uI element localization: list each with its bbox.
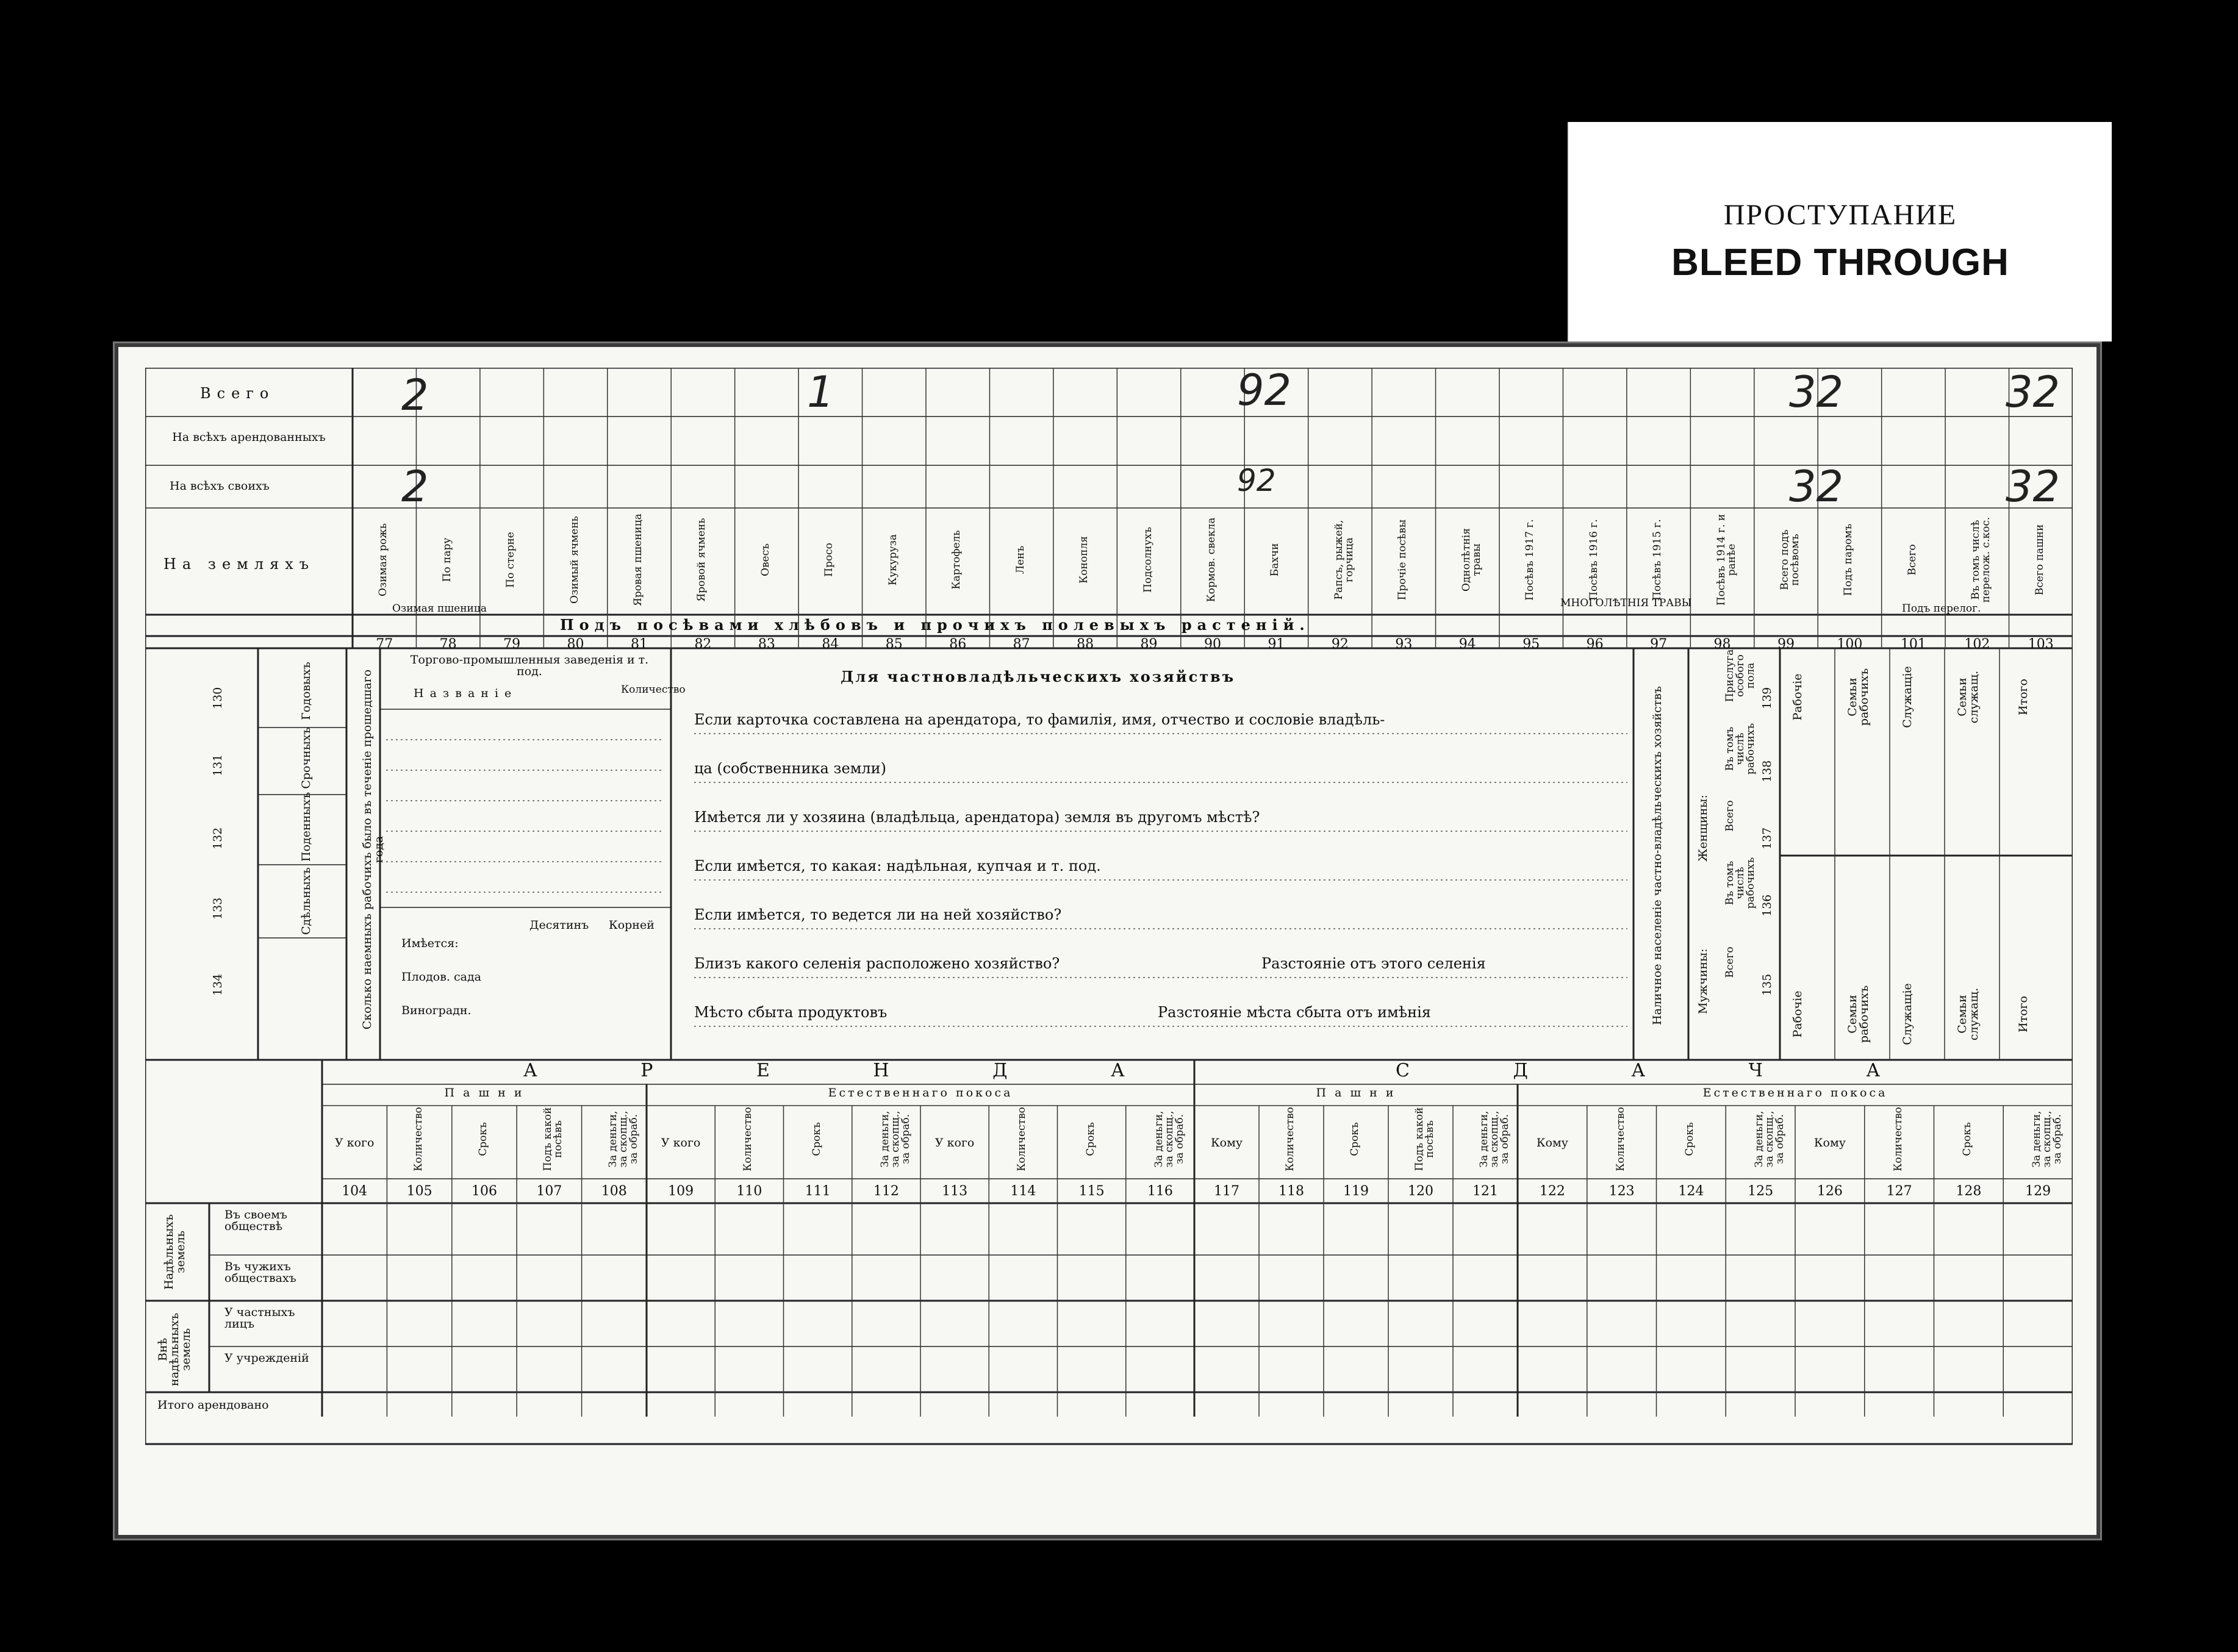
pop-num: 139	[1760, 687, 1774, 709]
trade-name-header: Названіе	[414, 687, 518, 700]
private-q4: Если имѣется, то ведется ли на ней хозяйство?	[694, 906, 1062, 923]
lease-col-number: 117	[1214, 1184, 1239, 1199]
crop-col-number: 83	[758, 637, 775, 652]
korney-header: Корней	[609, 918, 655, 932]
lease-col-header: За деньги, за скопщ., за обраб.	[2031, 1110, 2064, 1168]
lease-col-number: 122	[1539, 1184, 1565, 1199]
crop-col-number: 99	[1777, 637, 1795, 652]
row-na-zemlyah: На земляхъ	[163, 556, 315, 573]
crop-col-header: Подсолнухъ	[1141, 527, 1154, 593]
lease-group-header: П а ш н и	[1316, 1086, 1396, 1100]
lease-col-number: 119	[1343, 1184, 1369, 1199]
crop-col-header: Всего пашни	[2033, 524, 2046, 596]
lease-col-header: У кого	[661, 1136, 701, 1150]
lease-col-header: За деньги, за скопщ., за обраб.	[606, 1110, 640, 1168]
worker-num: 130	[211, 687, 224, 709]
pop-right-col-bottom: Семьи рабочихъ	[1846, 985, 1871, 1043]
pop-right-col-top: Итого	[2017, 679, 2030, 715]
crop-col-header: Въ томъ числѣ перелож. с.кос.	[1970, 517, 1993, 603]
lease-col-header: Количество	[742, 1107, 755, 1171]
population-title: Наличное населеніе частно-владѣльческихъ хозяйствъ	[1651, 686, 1664, 1025]
crop-col-number: 78	[439, 637, 457, 652]
pop-right-col-bottom: Рабочіе	[1791, 990, 1804, 1038]
crop-col-header: Яровая пшеница	[632, 513, 644, 606]
crop-col-header: Конопля	[1078, 536, 1091, 584]
crop-col-header: По пару	[440, 537, 453, 582]
crop-col-header: Яровой ячмень	[695, 518, 708, 602]
lease-col-header: Кому	[1813, 1136, 1846, 1150]
lease-col-number: 124	[1678, 1184, 1704, 1199]
hw-svoih-3: 32	[1789, 462, 1844, 512]
lease-col-header: Количество	[1016, 1107, 1028, 1171]
vineyard-label: Виноградн.	[401, 1004, 472, 1017]
row-svoem-obshchestve: Въ своемъ обществѣ	[224, 1208, 287, 1233]
private-q6: Мѣсто сбыта продуктовъ	[694, 1004, 888, 1021]
bleed-through-label-card	[1568, 122, 2112, 341]
crop-col-number: 95	[1522, 637, 1540, 652]
lease-group-header: Естественнаго покоса	[1702, 1086, 1888, 1100]
pop-cell: Всего	[1724, 800, 1736, 832]
lease-col-header: Срокъ	[1684, 1122, 1696, 1156]
crop-col-number: 88	[1077, 637, 1094, 652]
pop-right-col-top: Семьи служащ.	[1956, 670, 1981, 724]
lease-col-header: За деньги, за скопщ., за обраб.	[878, 1110, 912, 1168]
crop-col-header: Просо	[823, 543, 836, 577]
row-vsego: Всего	[200, 385, 275, 402]
census-form-sheet	[113, 341, 2102, 1540]
private-q6b: Разстояніе мѣста сбыта отъ имѣнія	[1158, 1004, 1431, 1021]
lease-col-header: Подъ какой посѣвъ	[542, 1107, 565, 1171]
has-label: Имѣется:	[401, 937, 459, 950]
crop-col-header: Картофель	[950, 530, 963, 590]
crop-col-number: 81	[630, 637, 648, 652]
crop-col-header: Ленъ	[1014, 545, 1027, 574]
crop-col-number: 103	[2028, 637, 2054, 652]
lease-col-number: 114	[1010, 1184, 1036, 1199]
lease-col-header: Количество	[412, 1107, 425, 1171]
crop-col-number: 97	[1650, 637, 1668, 652]
lease-col-number: 105	[406, 1184, 432, 1199]
lease-col-number: 112	[873, 1184, 899, 1199]
worker-type: Годовыхъ	[299, 662, 313, 720]
trade-title: Торгово-промышленныя заведенія и т. под.	[410, 653, 649, 678]
nadel-label: Надѣльныхъ земель	[162, 1214, 187, 1290]
lease-col-number: 108	[601, 1184, 627, 1199]
private-q5: Близъ какого селенія расположено хозяйство?	[694, 955, 1060, 972]
crop-col-header: Рапсъ, рыжей, горчица	[1332, 520, 1355, 600]
worker-num: 134	[211, 973, 224, 996]
pop-right-col-top: Рабочіе	[1791, 673, 1804, 721]
crop-col-number: 82	[694, 637, 712, 652]
crop-col-number: 100	[1837, 637, 1863, 652]
crop-col-number: 98	[1713, 637, 1731, 652]
trade-qty-header: Количество	[621, 684, 686, 696]
crop-col-header: Овесъ	[759, 543, 772, 576]
worker-type: Срочныхъ	[299, 727, 313, 789]
lease-col-number: 107	[536, 1184, 562, 1199]
private-title: Для частновладѣльческихъ хозяйствъ	[841, 668, 1236, 685]
crop-col-number: 80	[567, 637, 584, 652]
lease-col-header: За деньги, за скопщ., за обраб.	[1753, 1110, 1787, 1168]
lease-col-number: 129	[2025, 1184, 2051, 1199]
row-arendovannyh: На всѣхъ арендованныхъ	[172, 431, 326, 444]
crop-col-number: 102	[1964, 637, 1990, 652]
crop-col-header: Озимая рожь	[377, 523, 390, 597]
private-q1: Если карточка составлена на арендатора, то фамилія, имя, отчество и сословіе владѣль-	[694, 711, 1385, 728]
sub-ozimaya-pshenitsa: Озимая пшеница	[392, 603, 487, 615]
sub-mnogoletnie-travy: МНОГОЛѢТНІЯ ТРАВЫ	[1560, 597, 1692, 609]
crop-col-header: Посѣвъ 1915 г.	[1651, 519, 1664, 601]
lease-col-number: 127	[1886, 1184, 1912, 1199]
worker-type: Сдѣльныхъ	[299, 867, 313, 935]
crop-col-number: 77	[376, 637, 393, 652]
lease-col-number: 116	[1147, 1184, 1173, 1199]
crop-col-number: 91	[1268, 637, 1285, 652]
crop-col-header: Кормов. свекла	[1205, 517, 1218, 603]
lease-col-header: Количество	[1614, 1107, 1627, 1171]
arenda-title: А Р Е Н Д А	[523, 1060, 1174, 1081]
crop-col-header: Однолѣтнія травы	[1460, 528, 1483, 592]
crop-col-number: 85	[885, 637, 903, 652]
pop-right-col-top: Служащіе	[1901, 666, 1914, 728]
lease-col-header: Срокъ	[1084, 1122, 1097, 1156]
pop-num: 135	[1760, 973, 1774, 996]
lease-group-header: Естественнаго покоса	[828, 1086, 1013, 1100]
crop-col-header: Всего подъ посѣвомъ	[1779, 529, 1801, 590]
crop-col-number: 96	[1586, 637, 1604, 652]
hw-vsego-4: 32	[2006, 367, 2060, 417]
lease-group-header: П а ш н и	[444, 1086, 525, 1100]
lease-col-header: За деньги, за скопщ., за обраб.	[1478, 1110, 1511, 1168]
private-q1b: ца (собственника земли)	[694, 760, 886, 777]
lease-col-header: Кому	[1536, 1136, 1568, 1150]
crop-col-number: 89	[1140, 637, 1158, 652]
lease-col-number: 109	[668, 1184, 694, 1199]
lease-col-header: Количество	[1284, 1107, 1296, 1171]
crop-col-number: 90	[1203, 637, 1221, 652]
lease-col-header: Срокъ	[1961, 1122, 1974, 1156]
lease-col-header: Срокъ	[477, 1122, 489, 1156]
crop-col-number: 92	[1331, 637, 1349, 652]
population-women: Женщины:	[1696, 795, 1710, 862]
private-q2: Имѣется ли у хозяина (владѣльца, арендатора) земля въ другомъ мѣстѣ?	[694, 809, 1260, 826]
lease-col-number: 110	[736, 1184, 762, 1199]
lease-col-number: 123	[1609, 1184, 1635, 1199]
worker-num: 132	[211, 827, 224, 849]
pop-cell: Въ томъ числѣ рабочихъ	[1724, 857, 1757, 909]
lease-col-header: У кого	[334, 1136, 375, 1150]
lease-col-header: Количество	[1892, 1107, 1904, 1171]
crop-col-header: Всего	[1906, 544, 1918, 576]
crop-col-number: 93	[1395, 637, 1413, 652]
crop-col-header: Посѣвъ 1917 г.	[1524, 519, 1537, 601]
private-q5b: Разстояніе отъ этого селенія	[1261, 955, 1486, 972]
hw-vsego-2: 92	[1237, 365, 1292, 415]
row-total-arendovano: Итого арендовано	[157, 1398, 269, 1412]
crop-col-header: Кукуруза	[886, 534, 899, 586]
pop-cell: Прислуга особого пола	[1724, 649, 1757, 703]
crop-col-header: Бахчи	[1269, 543, 1282, 577]
row-svoih: На всѣхъ своихъ	[170, 479, 270, 493]
worker-num: 133	[211, 897, 224, 920]
label-en: BLEED THROUGH	[1671, 241, 2009, 284]
lease-col-number: 126	[1817, 1184, 1843, 1199]
private-q3: Если имѣется, то какая: надѣльная, купчая и т. под.	[694, 857, 1101, 874]
hw-mid: 1	[807, 367, 834, 417]
population-men: Мужчины:	[1696, 948, 1710, 1014]
crop-col-number: 87	[1013, 637, 1030, 652]
lease-col-number: 111	[805, 1184, 831, 1199]
sdacha-title: С Д А Ч А	[1396, 1060, 1929, 1081]
hw-svoih-1: 2	[401, 462, 429, 512]
row-chuzhih-obshchestvah: Въ чужихъ обществахъ	[224, 1260, 296, 1285]
lease-col-number: 118	[1279, 1184, 1304, 1199]
pop-right-col-bottom: Семьи служащ.	[1956, 987, 1981, 1041]
worker-type: Поденныхъ	[299, 792, 313, 862]
pop-right-col-bottom: Служащіе	[1901, 983, 1914, 1045]
pop-num: 137	[1760, 827, 1774, 849]
pop-right-col-top: Семьи рабочихъ	[1846, 668, 1871, 726]
desyatin-header: Десятинъ	[529, 918, 589, 932]
pop-cell: Въ томъ числѣ рабочихъ	[1724, 723, 1757, 775]
section-title-crops: Подъ посѣвами хлѣбовъ и прочихъ полевыхъ растеній.	[560, 616, 1310, 634]
lease-col-header: Подъ какой посѣвъ	[1413, 1107, 1436, 1171]
lease-col-header: За деньги, за скопщ., за обраб.	[1152, 1110, 1186, 1168]
worker-num: 131	[211, 754, 224, 776]
lease-col-number: 106	[471, 1184, 497, 1199]
orchard-label: Плодов. сада	[401, 970, 481, 984]
crop-col-header: Посѣвъ 1914 г. и ранѣе	[1715, 513, 1738, 606]
form-grid	[145, 365, 2073, 1514]
lease-col-header: Кому	[1210, 1136, 1243, 1150]
hw-vsego-1: 2	[401, 370, 429, 420]
lease-col-header: У кого	[934, 1136, 975, 1150]
lease-col-number: 125	[1748, 1184, 1774, 1199]
lease-col-number: 104	[342, 1184, 368, 1199]
lease-col-number: 121	[1472, 1184, 1498, 1199]
pop-num: 138	[1760, 760, 1774, 782]
lease-col-number: 128	[1956, 1184, 1982, 1199]
crop-col-header: Посѣвъ 1916 г.	[1587, 519, 1600, 601]
sub-pod-perelog: Подъ перелог.	[1902, 603, 1981, 615]
workers-title: Сколько наемныхъ рабочихъ было въ теченіе прошедшаго года	[360, 669, 386, 1030]
crop-col-header: Озимый ячмень	[568, 516, 581, 604]
row-chastnyh-lits: У частныхъ лицъ	[224, 1306, 295, 1331]
row-uchrezhdeniy: У учрежденій	[224, 1351, 309, 1365]
lease-col-header: Срокъ	[1349, 1122, 1361, 1156]
lease-col-number: 113	[942, 1184, 968, 1199]
vnenadel-label: Внѣ надѣльныхъ земель	[156, 1312, 193, 1387]
hw-svoih-2: 92	[1237, 463, 1276, 498]
crop-col-number: 86	[949, 637, 967, 652]
hw-svoih-4: 32	[2006, 462, 2060, 512]
crop-col-number: 101	[1900, 637, 1926, 652]
hw-vsego-3: 32	[1789, 367, 1844, 417]
pop-cell: Всего	[1724, 946, 1736, 978]
crop-col-number: 84	[822, 637, 839, 652]
crop-col-number: 94	[1458, 637, 1476, 652]
pop-num: 136	[1760, 894, 1774, 917]
crop-col-number: 79	[503, 637, 521, 652]
lease-col-number: 120	[1408, 1184, 1433, 1199]
crop-col-header: По стерне	[504, 532, 517, 588]
lease-col-header: Срокъ	[810, 1122, 823, 1156]
label-ru: ПРОСТУПАНИЕ	[1723, 199, 1957, 231]
pop-right-col-bottom: Итого	[2017, 996, 2030, 1032]
lease-col-number: 115	[1078, 1184, 1105, 1199]
crop-col-header: Подъ паромъ	[1842, 523, 1855, 596]
crop-col-header: Прочіе посѣвы	[1396, 519, 1409, 601]
